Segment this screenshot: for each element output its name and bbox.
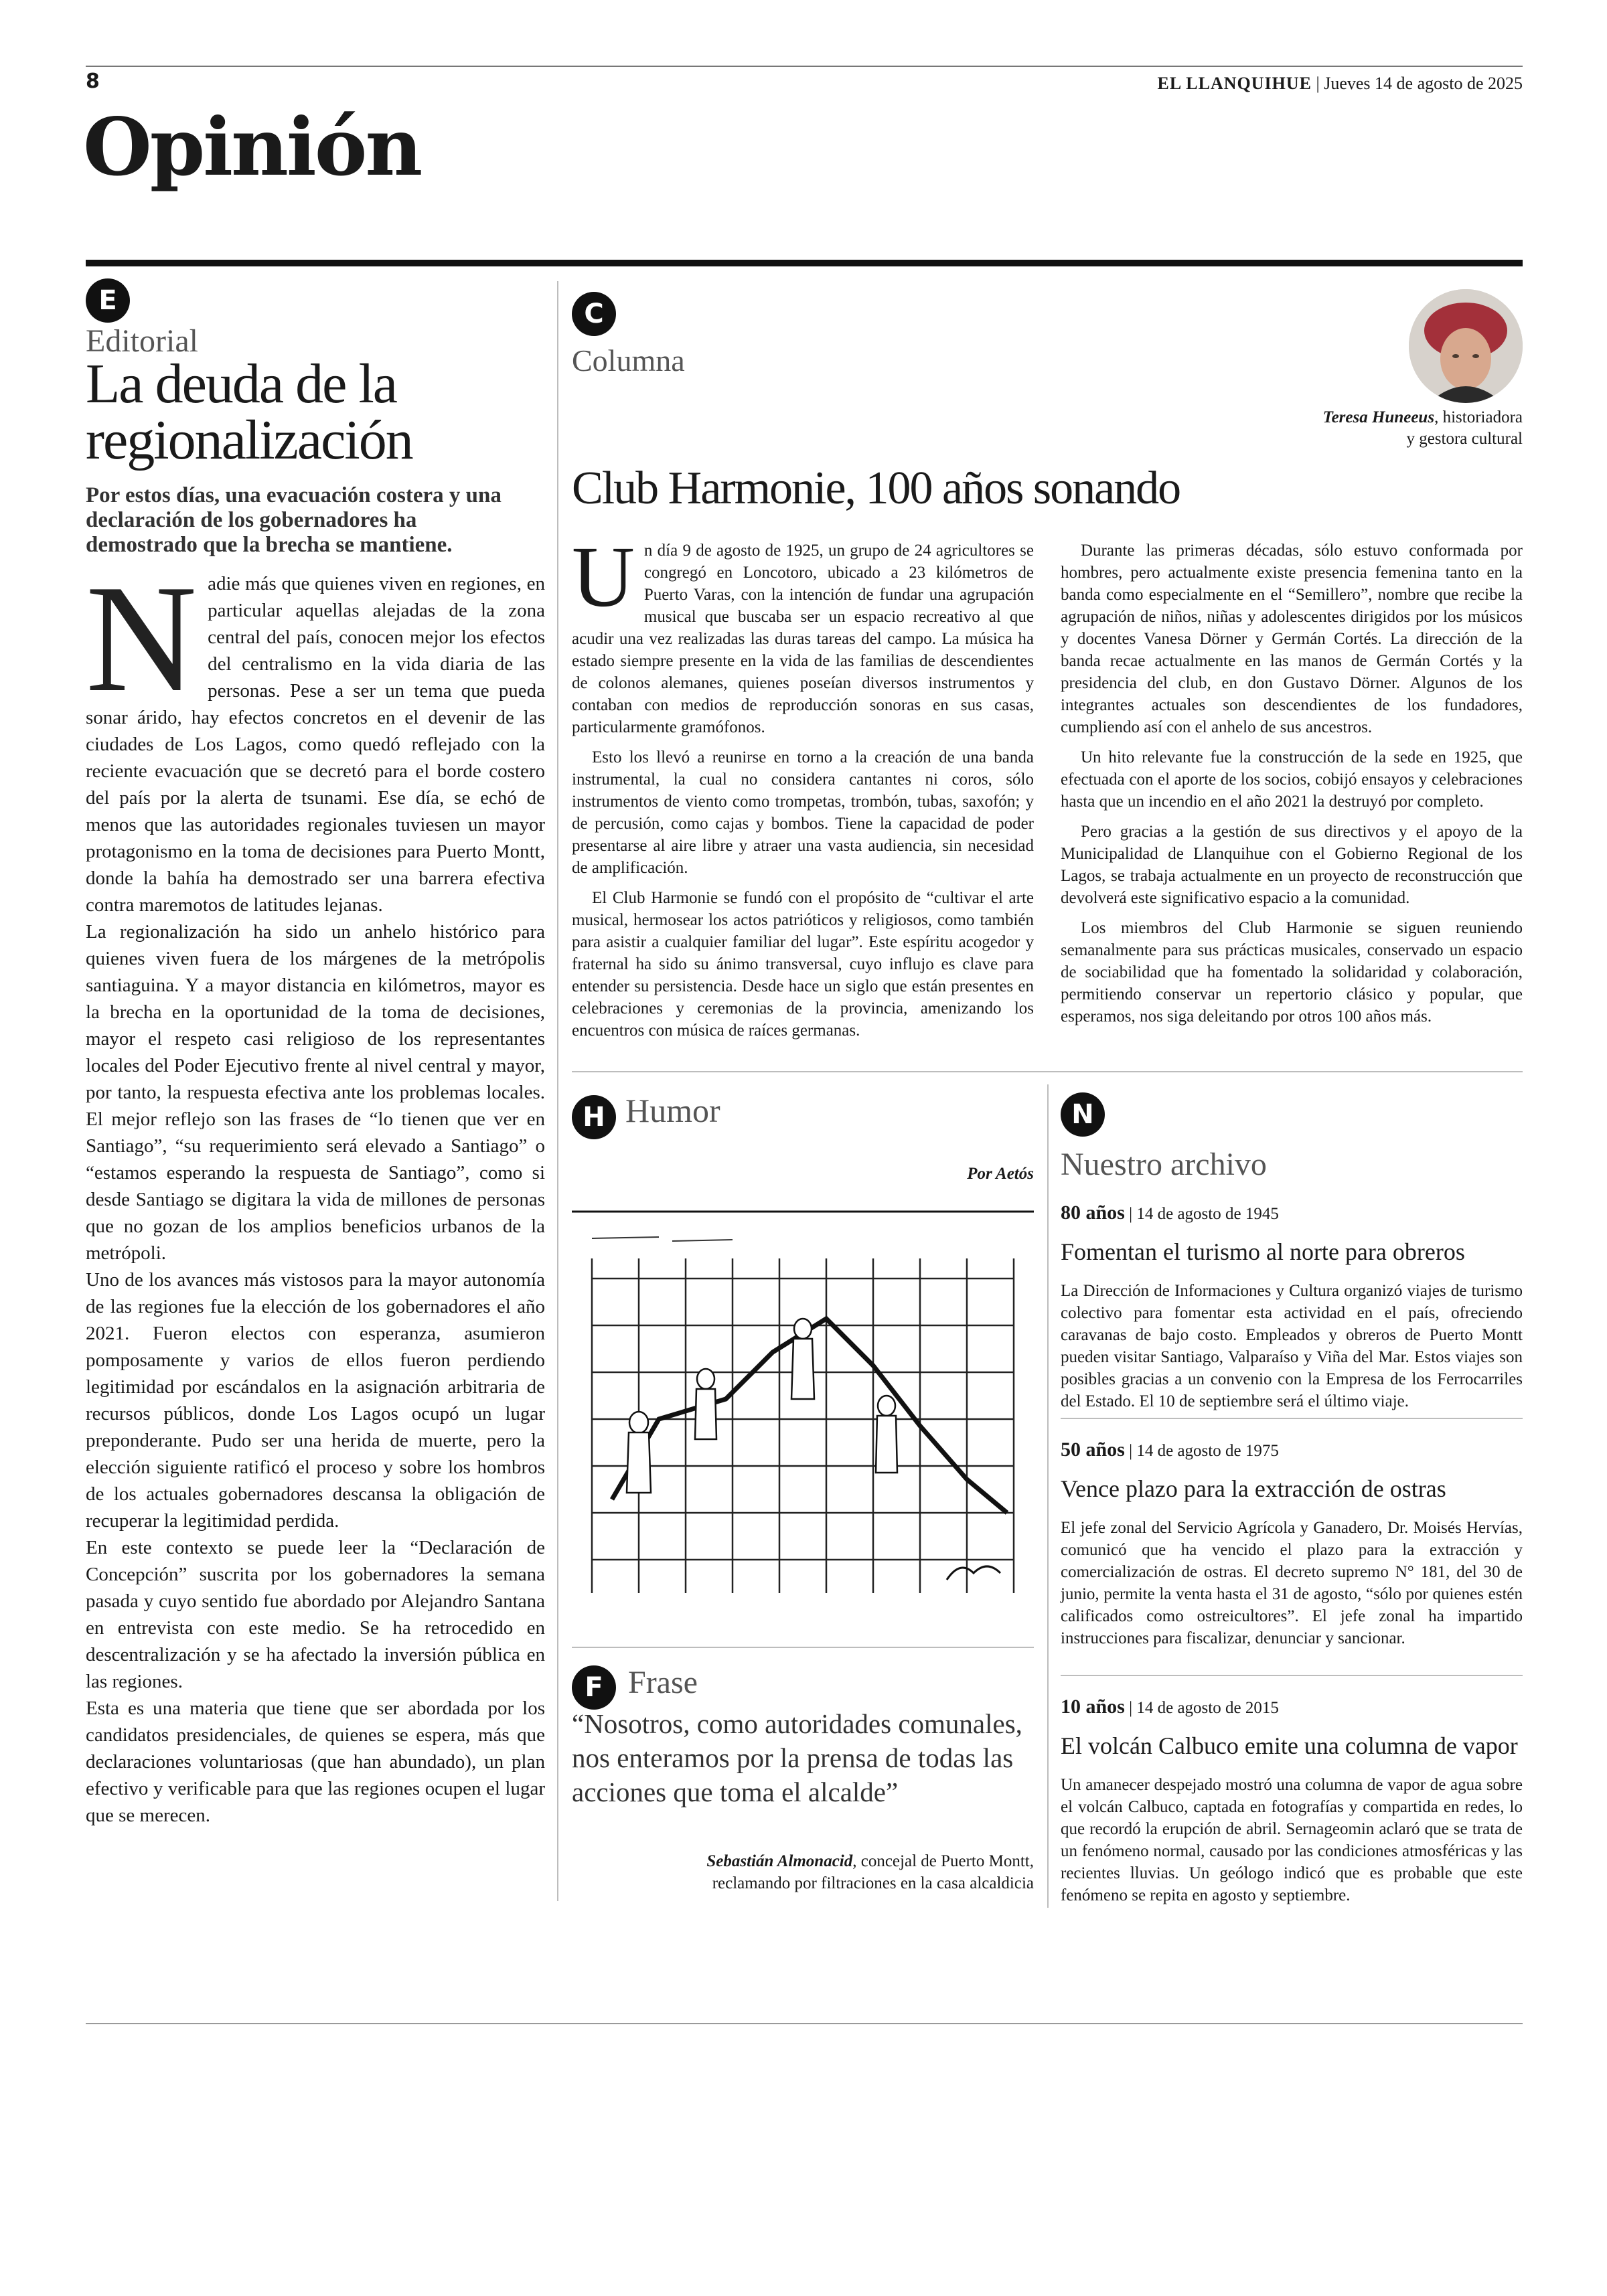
archive-badge-icon: N — [1061, 1092, 1105, 1137]
editorial-dropcap: N — [86, 553, 198, 724]
editorial-paragraph: Uno de los avances más vistosos para la mayor autonomía de las regiones fue la elección de los gobernadores el año 2021. Fueron electos con esperanza, asumieron pomposamente y varios de ellos fueron perdiendo legitimidad por escándalos en la asignación arbitraria de recursos públicos, donde Los Lagos ocupó un lugar preponderante. Pudo ser una herida de muerte, pero la elección siguiente ratificó el proceso y sobre los hombros de los actuales gobernadores descansa la obligación de recuperar la legitimidad perdida. — [86, 1269, 545, 1532]
column-paragraph: El Club Harmonie se fundó con el propósito de “cultivar el arte musical, hermosear los actos patrióticos y religiosos, como también para asistir a cualquier familiar del lugar”. Este espíritu acogedor y fraternal ha sido su ánimo transversal, cuyo influjo es clave para entender su persistencia. Desde hace un siglo que están presentes en celebraciones y ceremonias de la provincia, amenizando los encuentros con música de raíces germanas. — [572, 889, 1034, 1040]
humor-byline: Por Aetós — [967, 1165, 1034, 1183]
editorial-paragraph: La regionalización ha sido un anhelo histórico para quienes viven fuera de los márgenes de la metrópolis santiaguina. Y a mayor distancia en kilómetros, mayor es la brecha en la oportunidad de la toma de decisiones, mayor el respeto casi religioso de los representantes locales del Poder Ejecutivo frente al nivel central y mayor, por tanto, la respuesta efectiva ante los problemas locales. El mejor reflejo son las frases de “lo tienen que ver en Santiago”, “su requerimiento será elevado a Santiago” o “estamos esperando la respuesta de Santiago”, como si desde Santiago se digitara la vida de millones de personas que no gozan de los amplios beneficios urbanos de la metrópoli. — [86, 921, 545, 1264]
column-paragraph: n día 9 de agosto de 1925, un grupo de 24 agricultores se congregó en Loncotoro, ubicado a 23 kilómetros de Puerto Varas, con la intención de fundar una agrupación musical que buscaba ser un espacio recreativo al que acudir una vez realizadas las duras tareas del campo. La música ha estado siempre presente en la vida de las familias de descendientes de colonos alemanes, quienes poseían diversos instrumentos y contaban con medios de reproducción sonoras en sus casas, particularmente gramófonos. — [572, 542, 1034, 736]
archive-item — [1061, 1695, 1523, 1906]
editorial-badge-icon: E — [86, 278, 130, 323]
issue-date: Jueves 14 de agosto de 2025 — [1324, 74, 1523, 93]
column-bottom-rule — [572, 1071, 1523, 1072]
archive-item — [1061, 1201, 1523, 1426]
archive-separator — [1061, 1418, 1523, 1419]
frase-quote: “Nosotros, como autoridades comunales, nos enteramos por la prensa de todas las acciones que toma el alcalde” — [572, 1708, 1022, 1807]
masthead-info — [1158, 74, 1523, 94]
archive-item-meta — [1061, 1695, 1523, 1720]
archive-years: 10 años — [1061, 1696, 1125, 1718]
cartoon-image — [572, 1205, 1034, 1607]
archive-item — [1061, 1438, 1523, 1683]
editorial-paragraph: adie más que quienes viven en regiones, en particular aquellas alejadas de la zona central del país, conocen mejor los efectos del centralismo en la vida diaria de las personas. Pese a ser un tema que pueda sonar árido, hay efectos concretos en el devenir de las ciudades de Los Lagos, como quedó reflejado con la reciente evacuación que se decretó para el borde costero del país por la alerta de tsunami. Ese día, se echó de menos que las autoridades regionales tuviesen un mayor protagonismo en la toma de decisiones para Puerto Montt, donde la bahía ha demostrado ser una barrera efectiva contra maremotos de latitudes lejanas. — [86, 573, 545, 916]
column-body-left — [572, 529, 1034, 1050]
author-portrait-icon — [1409, 289, 1523, 403]
editorial-lead: Por estos días, una evacuación costera y una declaración de los gobernadores ha demostrado que la brecha se mantiene. — [86, 483, 502, 557]
editorial-body — [86, 553, 545, 1829]
author-role: , historiadora — [1434, 408, 1523, 426]
author-avatar — [1409, 289, 1523, 403]
newspaper-name: EL LLANQUIHUE — [1157, 74, 1312, 93]
archive-headline: El volcán Calbuco emite una columna de vapor — [1061, 1732, 1518, 1759]
archive-headline: Vence plazo para la extracción de ostras — [1061, 1475, 1446, 1502]
archive-kicker: Nuestro archivo — [1061, 1147, 1267, 1182]
frase-badge-icon: F — [572, 1665, 616, 1710]
editorial-paragraph: En este contexto se puede leer la “Declaración de Concepción” suscrita por los gobernadores la semana pasada y cuyo sentido fue abordado por Alejandro Santana en entrevista con este medio. Se ha retrocedido en descentralización y se ha afectado la inversión pública en las regiones. — [86, 1537, 545, 1692]
cartoon-chart-illustration — [572, 1205, 1034, 1607]
column-badge-icon: C — [572, 292, 616, 336]
archive-years: 80 años — [1061, 1202, 1125, 1224]
author-credit — [1282, 407, 1523, 450]
archive-separator — [1061, 1675, 1523, 1676]
top-rule — [86, 66, 1523, 67]
archive-headline: Fomentan el turismo al norte para obreros — [1061, 1238, 1465, 1265]
archive-years: 50 años — [1061, 1439, 1125, 1461]
header-separator: | — [1316, 74, 1324, 93]
archive-item-meta — [1061, 1438, 1523, 1463]
column-divider — [557, 281, 558, 1901]
humor-kicker: Humor — [625, 1092, 720, 1129]
page-number: 8 — [86, 70, 100, 93]
column-paragraph: Un hito relevante fue la construcción de la sede en 1925, que efectuada con el aporte de los socios, cobijó ensayos y celebraciones hasta que un incendio en el año 2021 la destruyó por completo. — [1061, 748, 1523, 811]
archive-list — [1061, 1201, 1523, 1906]
column-paragraph: Durante las primeras décadas, sólo estuvo conformada por hombres, pero actualmente existe presencia femenina tanto en la banda como especialmente en el “Semillero”, nombre que recibe la agrupación de niños, niñas y adolescentes dirigidos por los músicos y docentes Vanesa Dörner y Germán Cortés. La dirección de la banda recae actualmente en las manos de Germán Cortés y la presidencia del club, en don Gustavo Dörner. Algunos de los integrantes actuales son descendientes de los fundadores, cumpliendo así con el anhelo de sus ancestros. — [1061, 542, 1523, 736]
editorial-kicker: Editorial — [86, 323, 198, 359]
archive-item-meta — [1061, 1201, 1523, 1226]
section-rule — [86, 260, 1523, 266]
column-paragraph: Esto los llevó a reunirse en torno a la creación de una banda instrumental, la cual no considera cantantes ni coros, sólo instrumentos de viento como trompetas, trombón, tubas, saxofón; y de percusión, como cajas y bombos. Tiene la capacidad de poder presentarse al aire libre y atraer una vasta audiencia, sin necesidad de amplificación. — [572, 748, 1034, 877]
archive-divider — [1047, 1084, 1049, 1908]
column-paragraph: Los miembros del Club Harmonie se siguen reuniendo semanalmente para sus prácticas musicales, conservado un espacio de sociabilidad que ha fomentado la solidaridad y colaboración, permitiendo conservar un repertorio clásico y popular, que esperamos, nos siga deleitando por otros 100 años más. — [1061, 919, 1523, 1026]
archive-date: | 14 de agosto de 2015 — [1129, 1699, 1279, 1717]
archive-date: | 14 de agosto de 1945 — [1129, 1205, 1279, 1223]
column-body-right — [1061, 540, 1523, 1036]
author-name: Teresa Huneeus — [1322, 408, 1435, 426]
archive-date: | 14 de agosto de 1975 — [1129, 1442, 1279, 1460]
frase-attribution-role: , concejal de Puerto Montt, — [852, 1852, 1034, 1870]
column-paragraph: Pero gracias a la gestión de sus directivos y el apoyo de la Municipalidad de Llanquihue con el Gobierno Regional de los Lagos, se trabaja actualmente en un proyecto de reconstrucción que devolverá este significativo espacio a la comunidad. — [1061, 823, 1523, 907]
column-dropcap: U — [572, 529, 635, 625]
section-title: Opinión — [83, 100, 421, 193]
frase-top-rule — [572, 1647, 1034, 1648]
editorial-paragraph: Esta es una materia que tiene que ser abordada por los candidatos presidenciales, de quienes se espera, más que declaraciones voluntariosas (que han abundado), un plan efectivo y verificable para que las regiones ocupen el lugar que se merecen. — [86, 1698, 545, 1826]
bottom-rule — [86, 2023, 1523, 2024]
frase-attribution-context: reclamando por filtraciones en la casa alcaldicia — [712, 1874, 1034, 1892]
editorial-title: La deuda de la regionalización — [86, 353, 412, 471]
frase-kicker: Frase — [628, 1665, 698, 1700]
archive-text: Un amanecer despejado mostró una columna de vapor de agua sobre el volcán Calbuco, captada en fotografías y compartida en redes, lo que recordó la erupción de abril. Sernageomin aclaró que se trata de un fenómeno normal, causado por las condiciones atmosféricas y las recientes lluvias. Un geólogo indicó que es probable que este fenómeno se repita en agosto y septiembre. — [1061, 1776, 1523, 1904]
humor-badge-icon: H — [572, 1095, 616, 1139]
column-title: Club Harmonie, 100 años sonando — [572, 463, 1180, 514]
column-kicker: Columna — [572, 343, 685, 378]
archive-text: El jefe zonal del Servicio Agrícola y Ganadero, Dr. Moisés Hervías, comunicó que ha vencido el plazo para la extracción y comercialización de ostras. El decreto supremo N° 181, del 30 de junio, permite la venta hasta el 31 de agosto, “sólo por quienes estén calificados como ostreicultores”. El jefe zonal ha impartido instrucciones para fiscalizar, denunciar y sancionar. — [1061, 1519, 1523, 1647]
author-role-line2: y gestora cultural — [1406, 430, 1523, 448]
archive-text: La Dirección de Informaciones y Cultura organizó viajes de turismo colectivo para fomentar esta actividad en el país, ofreciendo caravanas de bajo costo. Empleados y obreros de Puerto Montt pueden visitar Santiago, Valparaíso y Viña del Mar. Estos viajes son posibles gracias a un convenio con la Empresa de los Ferrocarriles del Estado. El 10 de septiembre será el último viaje. — [1061, 1282, 1523, 1410]
frase-attribution-name: Sebastián Almonacid — [706, 1852, 853, 1870]
frase-attribution — [572, 1850, 1034, 1894]
